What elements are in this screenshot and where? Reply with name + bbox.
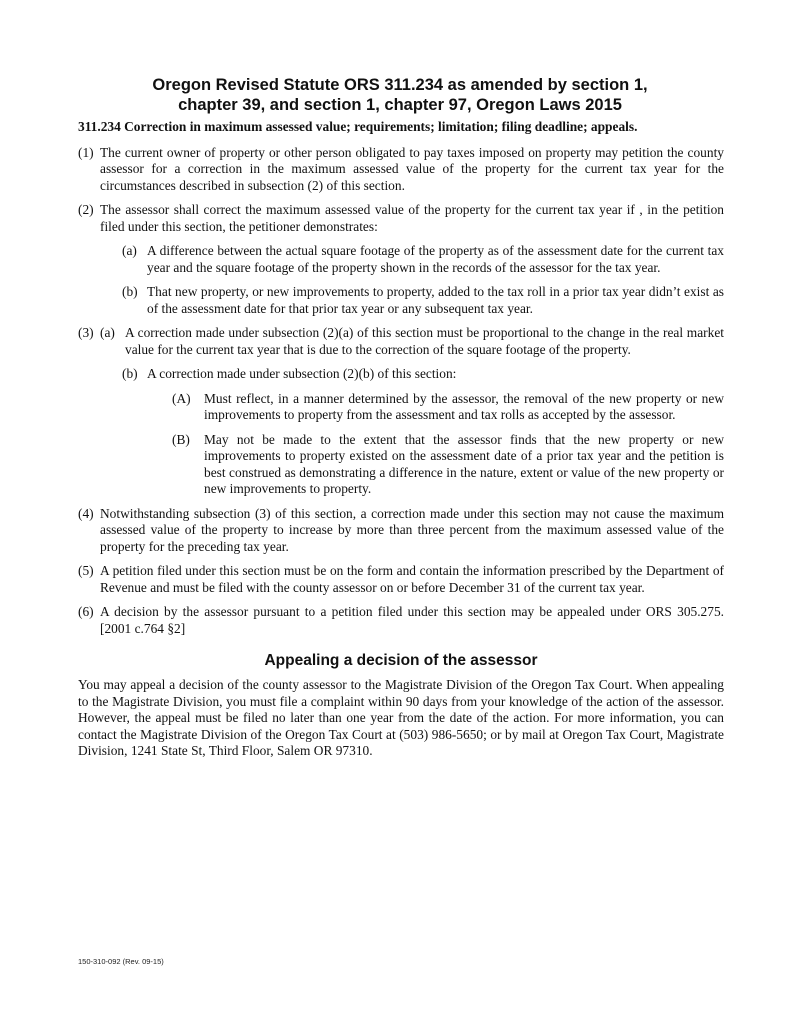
- document-title: [78, 75, 722, 115]
- paragraph-3a: [100, 325, 724, 358]
- subsection-1: [78, 145, 724, 195]
- subparagraph-text: Must reflect, in a manner determined by the assessor, the removal of the new property or new improvements to property from the assessment and tax rolls as accepted by the assessor.: [204, 390, 724, 422]
- subsection-text: Notwithstanding subsection (3) of this section, a correction made under this section may not cause the maximum assessed value of the property to increase by more than three percent from the maximum assessed value of the property for the preceding tax year.: [100, 505, 724, 554]
- subsection-3: [78, 325, 724, 498]
- title-line-2: chapter 39, and section 1, chapter 97, Oregon Laws 2015: [178, 96, 622, 114]
- subsection-6: [78, 604, 724, 637]
- paragraph-label: (a): [122, 243, 137, 258]
- title-line-1: Oregon Revised Statute ORS 311.234 as amended by section 1,: [152, 76, 648, 94]
- subsection-5: [78, 563, 724, 596]
- subsection-number: (4): [78, 505, 94, 521]
- paragraph-text: That new property, or new improvements to property, added to the tax roll in a prior tax year didn’t exist as of the assessment date for that prior tax year or any subsequent tax year.: [147, 284, 724, 316]
- paragraph-2b: [122, 284, 724, 317]
- subsection-text: The current owner of property or other person obligated to pay taxes imposed on property may petition the county assessor for a correction in the maximum assessed value of the property for the current tax year for the circumstances described in subsection (2) of this section.: [100, 144, 724, 193]
- subparagraph-text: May not be made to the extent that the assessor finds that the new property or new improvements to property existed on the assessment date of a prior tax year and the petition is best construed as demonstrating a difference in the nature, extent or value of the new property or new improvements to property.: [204, 431, 724, 496]
- paragraph-text: A correction made under subsection (2)(b) of this section:: [147, 366, 457, 381]
- subsection-text: A decision by the assessor pursuant to a petition filed under this section may be appealed under ORS 305.275. [2001 c.764 §2]: [100, 604, 724, 636]
- subparagraph-3bA: [172, 391, 724, 424]
- paragraph-text: A difference between the actual square footage of the property as of the assessment date for the current tax year and the square footage of the property shown in the records of the assessor for the tax year.: [147, 243, 724, 275]
- paragraph-2a: [122, 243, 724, 276]
- subsection-number: (5): [78, 563, 94, 578]
- paragraph-label: (a): [100, 325, 115, 340]
- subparagraph-label: (B): [172, 431, 190, 447]
- paragraph-3b: [122, 366, 724, 383]
- paragraph-label: (b): [122, 284, 138, 299]
- subsection-number: (2): [78, 202, 94, 217]
- subsection-2: [78, 202, 724, 317]
- form-number-footer: 150-310-092 (Rev. 09-15): [78, 957, 164, 966]
- statute-body: [78, 119, 724, 760]
- subparagraph-label: (A): [172, 390, 191, 406]
- subparagraph-3bB: [172, 432, 724, 498]
- paragraph-label: (b): [122, 366, 138, 381]
- subsection-4: [78, 506, 724, 556]
- paragraph-text: A correction made under subsection (2)(a) of this section must be proportional to the change in the real market value for the current tax year that is due to the correction of the square footage of the property.: [125, 325, 724, 357]
- appeal-paragraph: You may appeal a decision of the county assessor to the Magistrate Division of the Oregon Tax Court. When appealing to the Magistrate Division, you must file a complaint within 90 days from your knowledge of the action of the assessor. However, the appeal must be filed no later than one year from the date of the action. For more information, you can contact the Magistrate Division of the Oregon Tax Court at (503) 986-5650; or by mail at Oregon Tax Court, Magistrate Division, 1241 State St, Third Floor, Salem OR 97310.: [78, 677, 724, 758]
- subsection-text: The assessor shall correct the maximum assessed value of the property for the current tax year if , in the petition filed under this section, the petitioner demonstrates:: [100, 202, 724, 234]
- subsection-text: A petition filed under this section must be on the form and contain the information prescribed by the Department of Revenue and must be filed with the county assessor on or before December 31 of the current tax year.: [100, 563, 724, 595]
- subsection-number: (1): [78, 144, 94, 160]
- appeal-section-title: Appealing a decision of the assessor: [264, 652, 538, 669]
- section-heading: 311.234 Correction in maximum assessed value; requirements; limitation; filing deadline; appeals.: [78, 119, 638, 134]
- subsection-number: (6): [78, 604, 94, 619]
- subsection-number: (3): [78, 325, 94, 340]
